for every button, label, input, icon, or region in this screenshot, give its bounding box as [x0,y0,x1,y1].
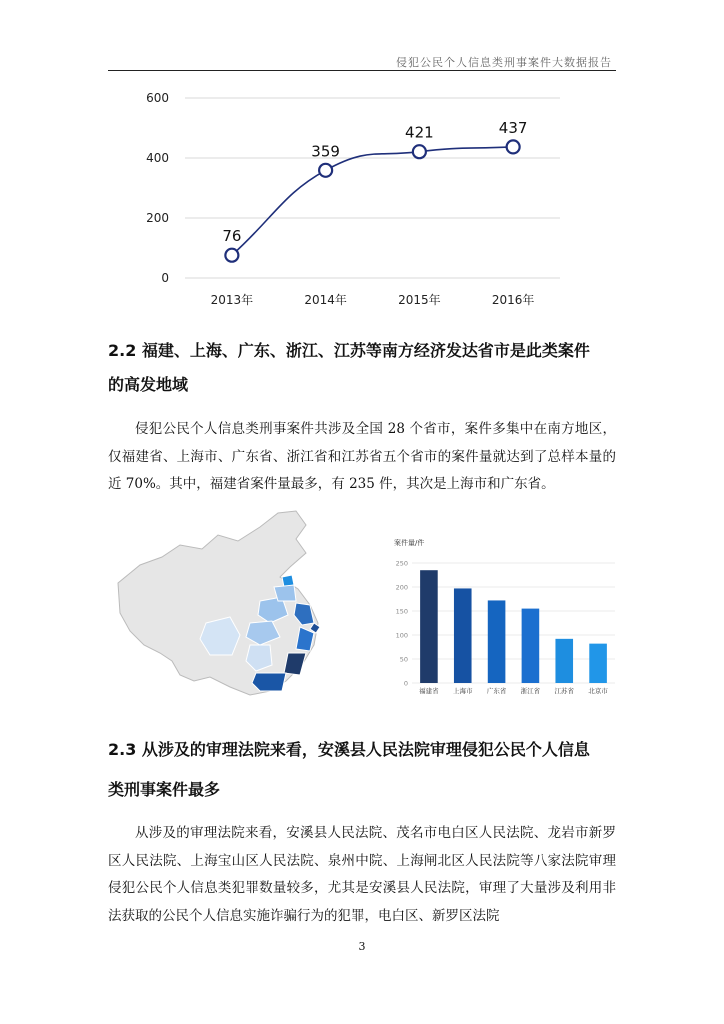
bar [555,639,573,683]
bar [589,644,607,683]
paragraph-2-3 [108,820,616,930]
paragraph-2-2 [108,416,616,499]
y-tick-label: 600 [146,91,169,105]
y-tick-label: 250 [395,559,408,568]
map-region-guangdong [252,673,286,691]
heading-line: 2.2 福建、上海、广东、浙江、江苏等南方经济发达省市是此类案件 [108,341,590,360]
y-tick-label: 200 [146,211,169,225]
line-chart [140,88,580,318]
x-tick-label: 2013年 [210,293,254,307]
y-tick-label: 0 [403,679,408,688]
bar [454,588,472,683]
y-tick-label: 100 [395,631,408,640]
x-tick-label: 江苏省 [554,687,574,695]
page-number: 3 [358,940,366,953]
heading-line: 类刑事案件最多 [108,780,221,799]
heading-line: 的高发地域 [108,375,189,394]
data-label: 76 [222,227,242,246]
section-heading-2-2 [108,334,628,402]
paragraph-text: 量涉及利用非法获取的公民个人信息实施诈骗行为的犯罪，电白区、新罗区法院 [108,880,617,924]
x-tick-label: 北京市 [588,687,608,695]
section-heading-2-3 [108,733,628,807]
x-tick-label: 2015年 [398,293,441,307]
data-point [413,145,426,158]
y-tick-label: 150 [395,607,408,616]
map-region-hebei [274,585,296,601]
y-tick-label: 200 [395,583,408,592]
heading-line: 2.3 从涉及的审理法院来看，安溪县人民法院审理侵犯公民个人信息 [108,740,590,759]
data-point [225,249,238,262]
bar [522,609,540,683]
data-label: 359 [311,142,340,161]
y-tick-label: 400 [146,151,169,165]
paragraph-text: 侵犯公民个人信息类刑事案件共涉及全国 28 个省市，案件多集中在南方地 [135,421,589,437]
paragraph-text: 新罗区人民法院、上海宝山区人民法院、泉州中院、上海闸北区人民法院等八家 [108,825,616,869]
y-tick-label: 0 [161,271,169,285]
header-title: 侵犯公民个人信息类刑事案件大数据报告 [396,56,612,69]
x-tick-label: 2016年 [491,293,535,307]
y-tick-label: 50 [399,655,408,664]
x-tick-label: 福建省 [419,687,439,695]
paragraph-text: 从涉及的审理法院来看，安溪县人民法院、茂名市电白区人民法院、龙岩市 [135,825,589,841]
data-point [319,164,332,177]
bar [488,600,506,683]
paragraph-text: 样本量的近 70%。其中，福建省案件量最多，有 235 件，其次是上海市和广东省。 [108,448,617,492]
line-series [232,147,513,255]
paragraph-text: 法院审理侵犯公民个人信息类犯罪数量较多，尤其是安溪县人民法院，审理了大 [108,852,617,896]
china-map [110,505,335,700]
header-divider [108,70,616,71]
x-tick-label: 上海市 [453,687,473,695]
paragraph-text: 区，仅福建省、上海市、广东省、浙江省和江苏省五个省市的案件量就达到了总 [108,421,617,465]
data-point [507,140,520,153]
map-region-fujian [284,653,306,675]
data-label: 421 [405,123,434,142]
bar [420,570,438,683]
x-tick-label: 广东省 [486,687,507,695]
bar-chart-ylabel: 案件量/件 [394,539,425,547]
bar-chart [390,533,620,703]
x-tick-label: 2014年 [304,293,347,307]
data-label: 437 [498,118,528,137]
x-tick-label: 浙江省 [520,687,541,695]
